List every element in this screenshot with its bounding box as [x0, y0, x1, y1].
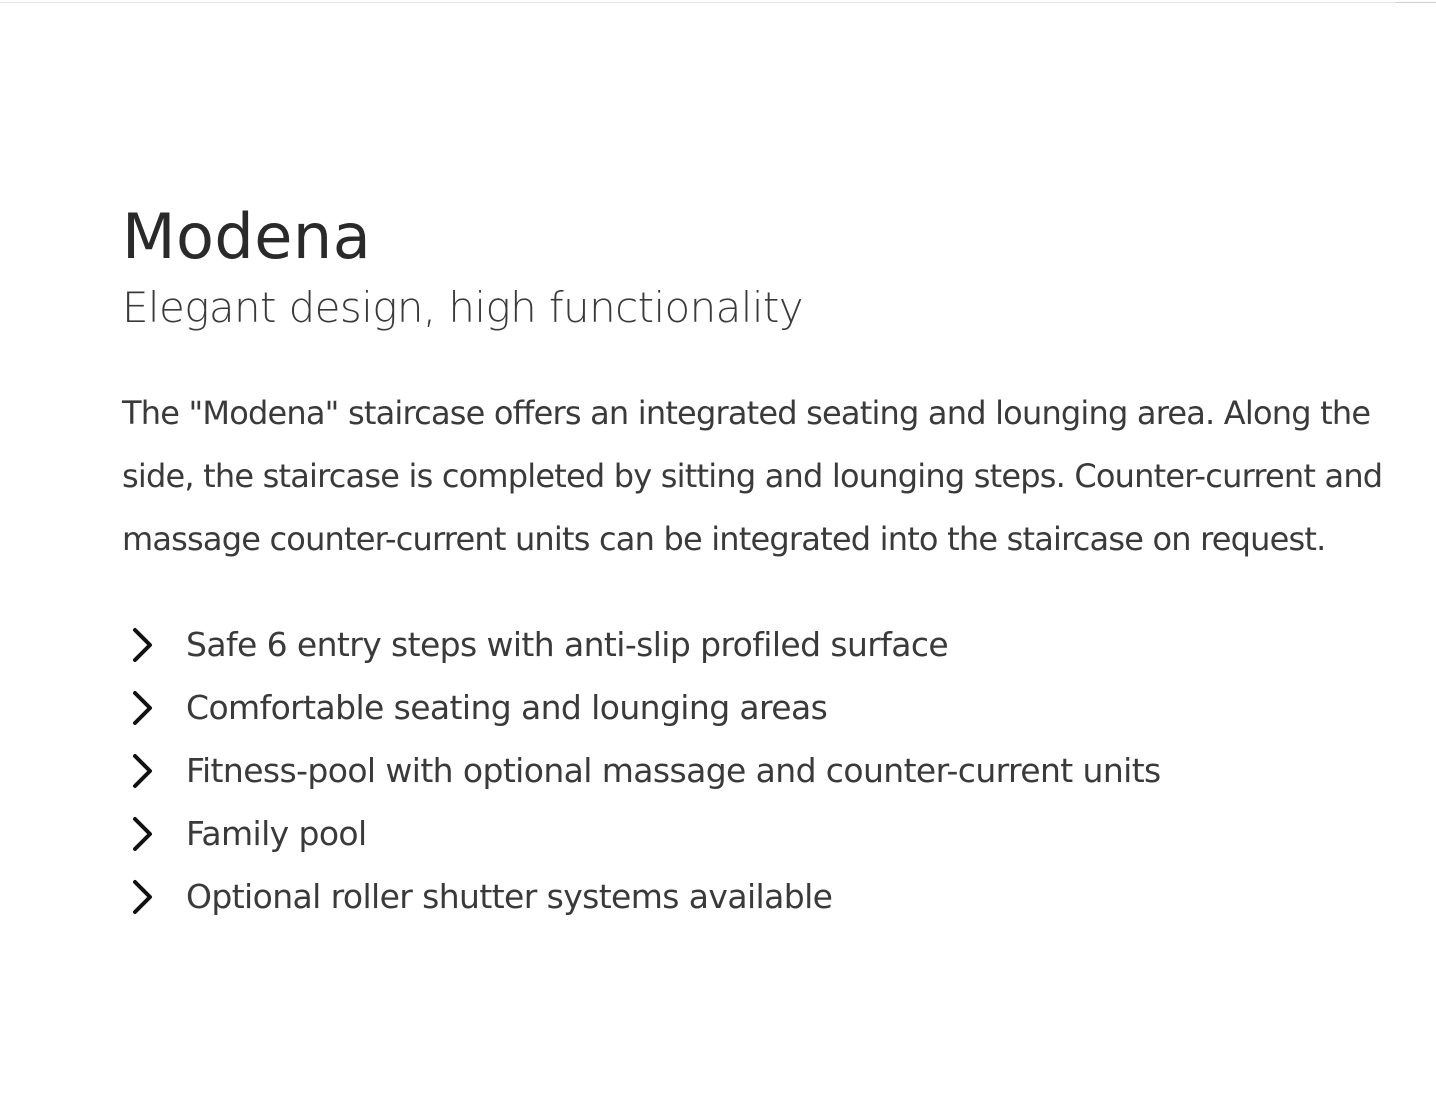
product-section	[122, 200, 1422, 928]
product-subtitle: Elegant design, high functionality	[122, 283, 804, 332]
feature-item	[122, 676, 1422, 739]
chevron-right-icon	[122, 625, 186, 665]
feature-label: Fitness-pool with optional massage and counter-current units	[186, 751, 1161, 790]
feature-list	[122, 613, 1422, 928]
feature-label: Family pool	[186, 814, 367, 853]
feature-item	[122, 802, 1422, 865]
chevron-right-icon	[122, 688, 186, 728]
top-divider	[0, 2, 1436, 3]
chevron-right-icon	[122, 814, 186, 854]
feature-item	[122, 739, 1422, 802]
chevron-right-icon	[122, 751, 186, 791]
feature-label: Optional roller shutter systems available	[186, 877, 833, 916]
feature-item	[122, 865, 1422, 928]
top-divider-accent	[1396, 2, 1436, 3]
chevron-right-icon	[122, 877, 186, 917]
feature-label: Comfortable seating and lounging areas	[186, 688, 828, 727]
product-title: Modena	[122, 200, 372, 273]
product-description: The "Modena" staircase offers an integrated seating and lounging area. Along the side, the staircase is completed by sitting and lounging steps. Counter-current and massage counter-current units can be integrated into the staircase on request.	[122, 394, 1383, 558]
feature-label: Safe 6 entry steps with anti-slip profiled surface	[186, 625, 949, 664]
feature-item	[122, 613, 1422, 676]
